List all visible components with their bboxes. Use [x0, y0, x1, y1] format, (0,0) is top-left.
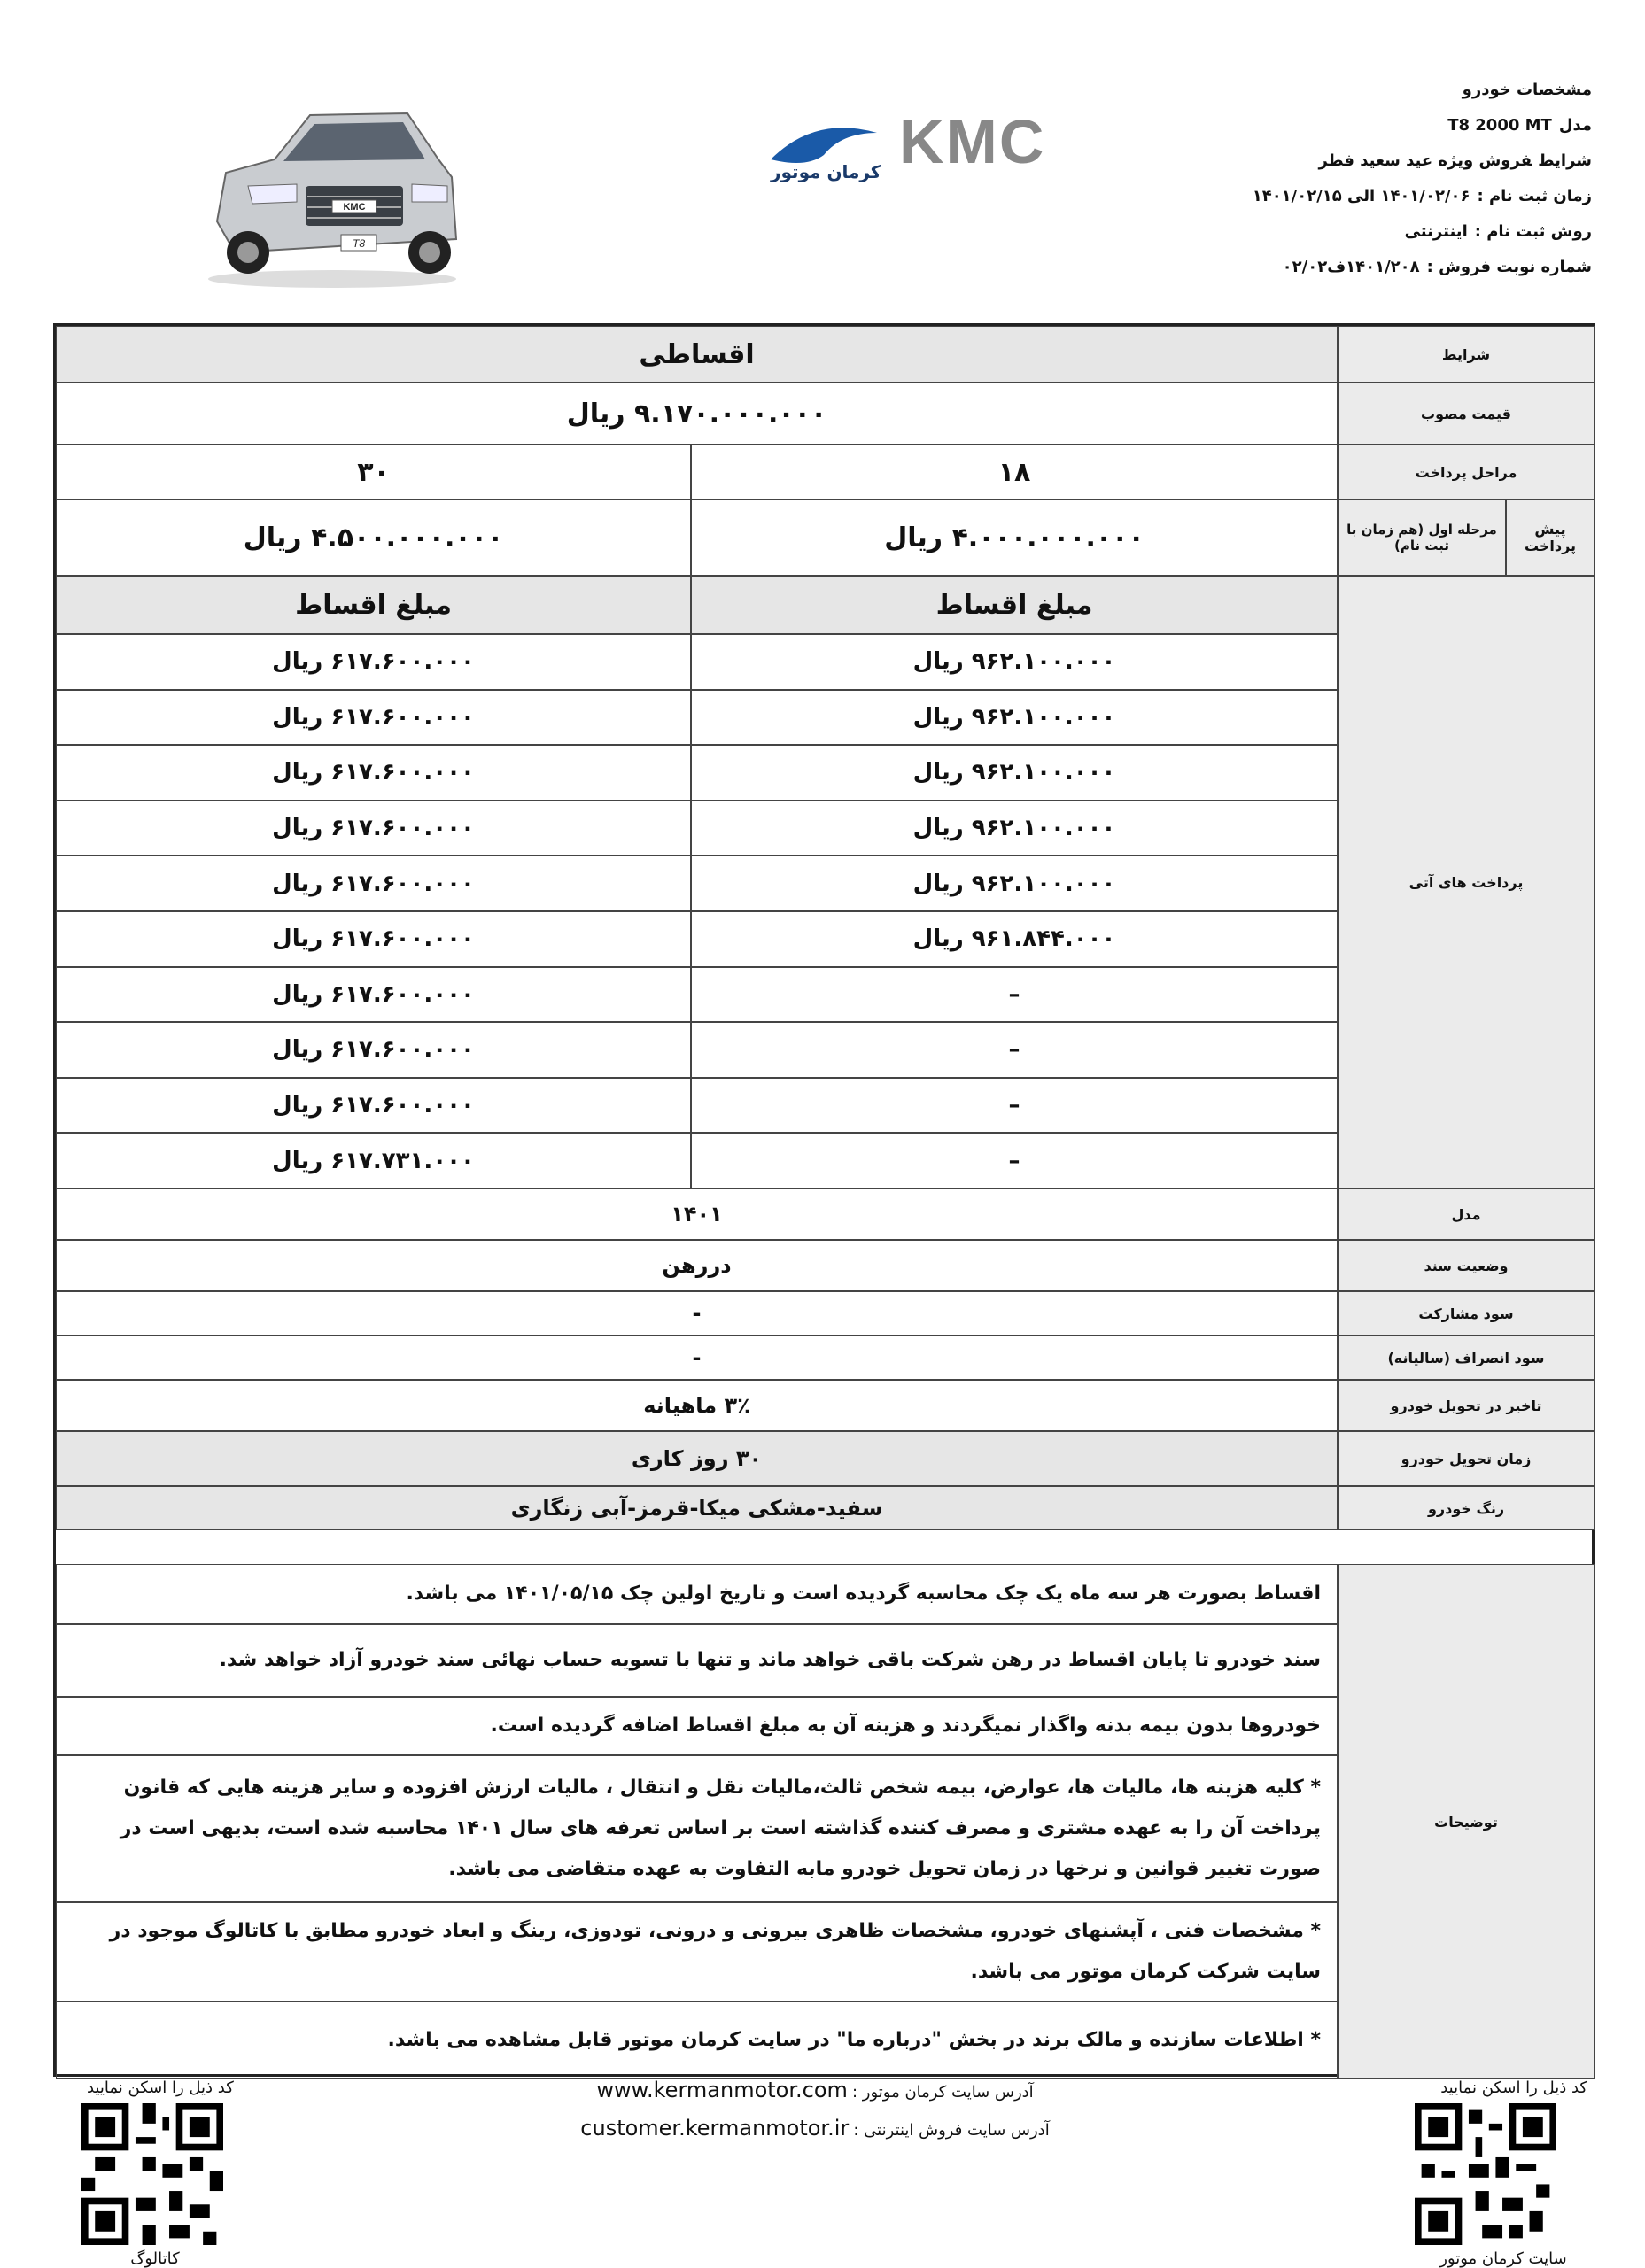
car-image [199, 89, 465, 292]
conditions-value: اقساطی [56, 326, 1338, 383]
installment-a-5: ۹۶۲.۱۰۰.۰۰۰ ریال [691, 855, 1338, 911]
info-label-7: رنگ خودرو [1338, 1486, 1595, 1530]
price-table [53, 323, 1595, 2077]
stage-b: ۳۰ [56, 445, 691, 499]
spec-title: مشخصات خودرو [1462, 81, 1592, 99]
sales-label: آدرس سایت فروش اینترنتی : [853, 2121, 1050, 2140]
qr-code-left[interactable] [81, 2103, 223, 2245]
info-value-2: دررهن [56, 1240, 1338, 1291]
note-1: اقساط بصورت هر سه ماه یک چک محاسبه گردیده است و تاریخ اولین چک ۱۴۰۱/۰۵/۱۵ می باشد. [56, 1564, 1338, 1624]
note-2: سند خودرو تا پایان اقساط در رهن شرکت باقی خواهد ماند و تنها با تسویه حساب نهائی سند خودرو آزاد خواهد شد. [56, 1624, 1338, 1697]
info-label-6: زمان تحویل خودرو [1338, 1431, 1595, 1486]
installment-b-4: ۶۱۷.۶۰۰.۰۰۰ ریال [56, 801, 691, 856]
info-value-6: ۳۰ روز کاری [56, 1431, 1338, 1486]
label-price: قیمت مصوب [1338, 383, 1595, 445]
installment-a-2: ۹۶۲.۱۰۰.۰۰۰ ریال [691, 690, 1338, 746]
spec-turn-no-value: ۱۴۰۱/۲۰۸ف۰۲/۰۲ [1282, 258, 1420, 276]
info-label-5: تاخیر در تحویل خودرو [1338, 1380, 1595, 1431]
info-value-7: سفید-مشکی میکا-قرمز-آبی زنگاری [56, 1486, 1338, 1530]
note-3: خودروها بدون بیمه بدنه واگذار نمیگردند و هزینه آن به مبلغ اقساط اضافه گردیده است. [56, 1697, 1338, 1755]
footer-links [496, 2072, 1134, 2148]
installment-header-b: مبلغ اقساط [56, 576, 691, 634]
installment-a-3: ۹۶۲.۱۰۰.۰۰۰ ریال [691, 745, 1338, 801]
site-label: آدرس سایت کرمان موتور : [852, 2083, 1034, 2102]
kmc-logo [762, 106, 1054, 195]
prepay-b: ۴.۵۰۰.۰۰۰.۰۰۰ ریال [56, 499, 691, 576]
spec-reg-time-value: ۱۴۰۱/۰۲/۰۶ الی ۱۴۰۱/۰۲/۱۵ [1252, 187, 1470, 205]
installment-a-10: – [691, 1133, 1338, 1188]
spec-model-label: مدل [1558, 116, 1592, 135]
spec-turn-no [1149, 250, 1592, 285]
installment-b-8: ۶۱۷.۶۰۰.۰۰۰ ریال [56, 1022, 691, 1078]
info-label-3: سود مشارکت [1338, 1291, 1595, 1335]
info-label-2: وضعیت سند [1338, 1240, 1595, 1291]
qr-code-right[interactable] [1415, 2103, 1556, 2245]
spec-conditions-value: فروش ویژه عید سعید فطر [1318, 151, 1532, 170]
spec-reg-method [1149, 214, 1592, 250]
spec-reg-method-label: روش ثبت نام : [1474, 222, 1592, 241]
installment-b-3: ۶۱۷.۶۰۰.۰۰۰ ریال [56, 745, 691, 801]
label-conditions: شرایط [1338, 326, 1595, 383]
installment-b-9: ۶۱۷.۶۰۰.۰۰۰ ریال [56, 1078, 691, 1134]
label-stages: مراحل پرداخت [1338, 445, 1595, 499]
label-notes: توضیحات [1338, 1564, 1595, 2079]
installment-b-2: ۶۱۷.۶۰۰.۰۰۰ ریال [56, 690, 691, 746]
installment-a-6: ۹۶۱.۸۴۴.۰۰۰ ریال [691, 911, 1338, 967]
scan-text-left: کد ذیل را اسکن نمایید [87, 2078, 234, 2097]
info-label-1: مدل [1338, 1188, 1595, 1240]
spec-conditions-label: شرایط [1539, 151, 1592, 170]
installment-header-a: مبلغ اقساط [691, 576, 1338, 634]
label-prepay: پیش پرداخت [1506, 499, 1595, 576]
kmc-logo-persian: کرمان موتور [771, 161, 881, 182]
installment-a-4: ۹۶۲.۱۰۰.۰۰۰ ریال [691, 801, 1338, 856]
label-future-payments: پرداخت های آتی [1338, 576, 1595, 1188]
car-grille-text: KMC [343, 202, 366, 213]
installment-a-7: – [691, 967, 1338, 1023]
spec-block [1149, 73, 1592, 285]
installment-b-1: ۶۱۷.۶۰۰.۰۰۰ ریال [56, 634, 691, 690]
price-value: ۹.۱۷۰.۰۰۰.۰۰۰ ریال [56, 383, 1338, 445]
spec-turn-no-label: شماره نوبت فروش : [1426, 258, 1592, 276]
installment-a-8: – [691, 1022, 1338, 1078]
car-badge-text: T8 [352, 237, 366, 250]
installment-a-9: – [691, 1078, 1338, 1134]
installment-b-10: ۶۱۷.۷۳۱.۰۰۰ ریال [56, 1133, 691, 1188]
qr-right-caption: سایت کرمان موتور [1439, 2249, 1567, 2268]
spec-reg-method-value: اینترنتی [1404, 222, 1468, 241]
spec-model-value: T8 2000 MT [1447, 116, 1552, 135]
kmc-logo-text: KMC [899, 107, 1046, 176]
installment-b-6: ۶۱۷.۶۰۰.۰۰۰ ریال [56, 911, 691, 967]
spec-conditions [1149, 143, 1592, 179]
note-4: * کلیه هزینه ها، مالیات ها، عوارض، بیمه شخص ثالث،مالیات نقل و انتقال ، مالیات ارزش افزوده و سایر هزینه هایی که قانون پرداخت آن را به عهده مشتری و مصرف کننده گذاشته است بر اساس تعرفه های سال ۱۴۰۱ محاسبه شده است، بدیهی است در صورت تغییر قوانین و نرخها در زمان تحویل خودرو مابه التفاوت به عهده متقاضی می باشد. [56, 1755, 1338, 1902]
stage-a: ۱۸ [691, 445, 1338, 499]
sales-url[interactable]: customer.kermanmotor.ir [580, 2116, 850, 2140]
spec-model [1149, 108, 1592, 143]
qr-left-caption: کاتالوگ [130, 2249, 180, 2268]
info-value-4: - [56, 1335, 1338, 1380]
installment-b-5: ۶۱۷.۶۰۰.۰۰۰ ریال [56, 855, 691, 911]
note-6: * اطلاعات سازنده و مالک برند در بخش "درباره ما" در سایت کرمان موتور قابل مشاهده می باشد. [56, 2001, 1338, 2079]
installment-a-1: ۹۶۲.۱۰۰.۰۰۰ ریال [691, 634, 1338, 690]
spec-reg-time [1149, 179, 1592, 214]
label-first-stage: مرحله اول (هم زمان با ثبت نام) [1338, 499, 1506, 576]
info-value-1: ۱۴۰۱ [56, 1188, 1338, 1240]
prepay-a: ۴.۰۰۰.۰۰۰.۰۰۰ ریال [691, 499, 1338, 576]
note-5: * مشخصات فنی ، آپشنهای خودرو، مشخصات ظاهری بیرونی و درونی، تودوزی، رینگ و ابعاد خودرو مطابق با کاتالوگ موجود در سایت شرکت کرمان موتور می باشد. [56, 1902, 1338, 2001]
site-url[interactable]: www.kermanmotor.com [596, 2078, 848, 2102]
installment-b-7: ۶۱۷.۶۰۰.۰۰۰ ریال [56, 967, 691, 1023]
info-label-4: سود انصراف (سالیانه) [1338, 1335, 1595, 1380]
info-value-3: - [56, 1291, 1338, 1335]
info-value-5: ۳٪ ماهیانه [56, 1380, 1338, 1431]
spec-reg-time-label: زمان ثبت نام : [1477, 187, 1592, 205]
scan-text-right: کد ذیل را اسکن نمایید [1440, 2078, 1587, 2097]
